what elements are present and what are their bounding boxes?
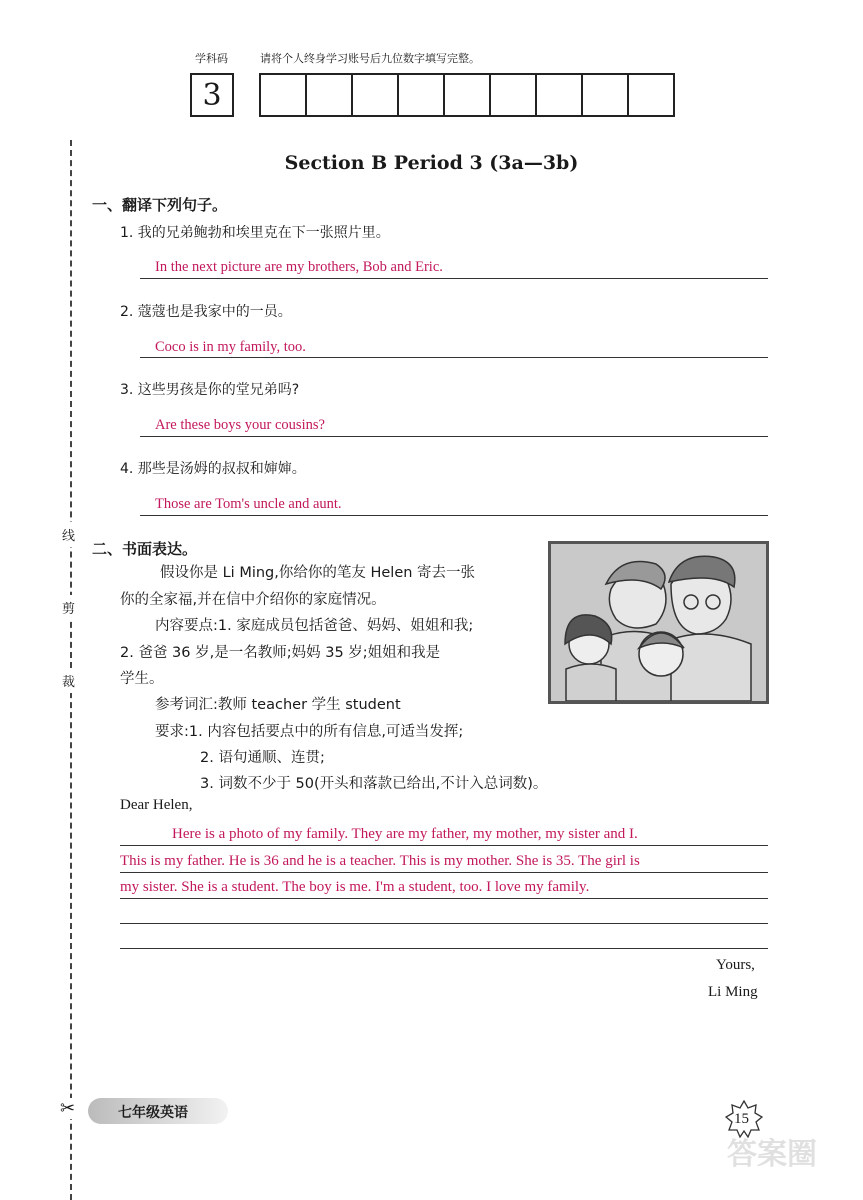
family-photo bbox=[548, 541, 769, 704]
prompt-line-2: 你的全家福,并在信中介绍你的家庭情况。 bbox=[120, 592, 386, 608]
answer-4[interactable]: Those are Tom's uncle and aunt. bbox=[155, 496, 342, 512]
watermark: 答案圈 bbox=[727, 1137, 817, 1172]
question-4: 4. 那些是汤姆的叔叔和婶婶。 bbox=[120, 461, 306, 477]
prompt-line-9: 3. 词数不少于 50(开头和落款已给出,不计入总词数)。 bbox=[200, 776, 548, 792]
digit-box[interactable] bbox=[399, 75, 445, 115]
answer-2[interactable]: Coco is in my family, too. bbox=[155, 339, 306, 355]
letter-line-3 bbox=[120, 898, 768, 899]
answer-3[interactable]: Are these boys your cousins? bbox=[155, 417, 325, 433]
prompt-line-5: 学生。 bbox=[120, 671, 164, 687]
margin-char-trim: 裁 bbox=[62, 668, 75, 693]
digit-box[interactable] bbox=[261, 75, 307, 115]
answer-line-4 bbox=[140, 515, 768, 516]
letter-line-1 bbox=[120, 845, 768, 846]
digit-box[interactable] bbox=[629, 75, 675, 115]
page-number: 15 bbox=[734, 1111, 749, 1127]
prompt-line-6: 参考词汇:教师 teacher 学生 student bbox=[155, 697, 401, 713]
letter-signature: Li Ming bbox=[708, 984, 758, 1000]
account-number-hint: 请将个人终身学习账号后九位数字填写完整。 bbox=[260, 52, 480, 65]
letter-closing: Yours, bbox=[716, 957, 755, 973]
answer-line-2 bbox=[140, 357, 768, 358]
prompt-line-3: 内容要点:1. 家庭成员包括爸爸、妈妈、姐姐和我; bbox=[155, 618, 474, 634]
part1-heading: 一、翻译下列句子。 bbox=[92, 196, 228, 214]
letter-line-5 bbox=[120, 948, 768, 949]
letter-body-line-1[interactable]: Here is a photo of my family. They are my father, my mother, my sister and I. bbox=[172, 826, 638, 842]
question-1: 1. 我的兄弟鲍勃和埃里克在下一张照片里。 bbox=[120, 225, 390, 241]
subject-code-label: 学科码 bbox=[195, 52, 228, 65]
letter-line-2 bbox=[120, 872, 768, 873]
letter-line-4 bbox=[120, 923, 768, 924]
letter-body-line-3[interactable]: my sister. She is a student. The boy is me. I'm a student, too. I love my family. bbox=[120, 879, 590, 895]
answer-line-1 bbox=[140, 278, 768, 279]
prompt-line-1: 假设你是 Li Ming,你给你的笔友 Helen 寄去一张 bbox=[160, 565, 476, 581]
digit-box[interactable] bbox=[537, 75, 583, 115]
account-number-boxes[interactable] bbox=[259, 73, 675, 117]
digit-box[interactable] bbox=[307, 75, 353, 115]
part2-heading: 二、书面表达。 bbox=[92, 540, 198, 558]
digit-box[interactable] bbox=[445, 75, 491, 115]
scissors-icon: ✂ bbox=[60, 1098, 76, 1119]
prompt-line-4: 2. 爸爸 36 岁,是一名教师;妈妈 35 岁;姐姐和我是 bbox=[120, 645, 441, 661]
margin-char-cut: 剪 bbox=[62, 595, 75, 620]
answer-line-3 bbox=[140, 436, 768, 437]
digit-box[interactable] bbox=[491, 75, 537, 115]
digit-box[interactable] bbox=[583, 75, 629, 115]
prompt-line-7: 要求:1. 内容包括要点中的所有信息,可适当发挥; bbox=[155, 724, 464, 740]
question-2: 2. 蔻蔻也是我家中的一员。 bbox=[120, 304, 292, 320]
book-title: 七年级英语 bbox=[118, 1105, 188, 1121]
question-3: 3. 这些男孩是你的堂兄弟吗? bbox=[120, 382, 300, 398]
prompt-line-8: 2. 语句通顺、连贯; bbox=[200, 750, 325, 766]
digit-box[interactable] bbox=[353, 75, 399, 115]
page-title: Section B Period 3 (3a—3b) bbox=[284, 152, 579, 174]
subject-code-box: 3 bbox=[190, 73, 234, 117]
letter-greeting: Dear Helen, bbox=[120, 797, 193, 813]
letter-body-line-2[interactable]: This is my father. He is 36 and he is a teacher. This is my mother. She is 35. The girl is bbox=[120, 853, 640, 869]
margin-char-line: 线 bbox=[62, 522, 75, 547]
answer-1[interactable]: In the next picture are my brothers, Bob and Eric. bbox=[155, 259, 443, 275]
